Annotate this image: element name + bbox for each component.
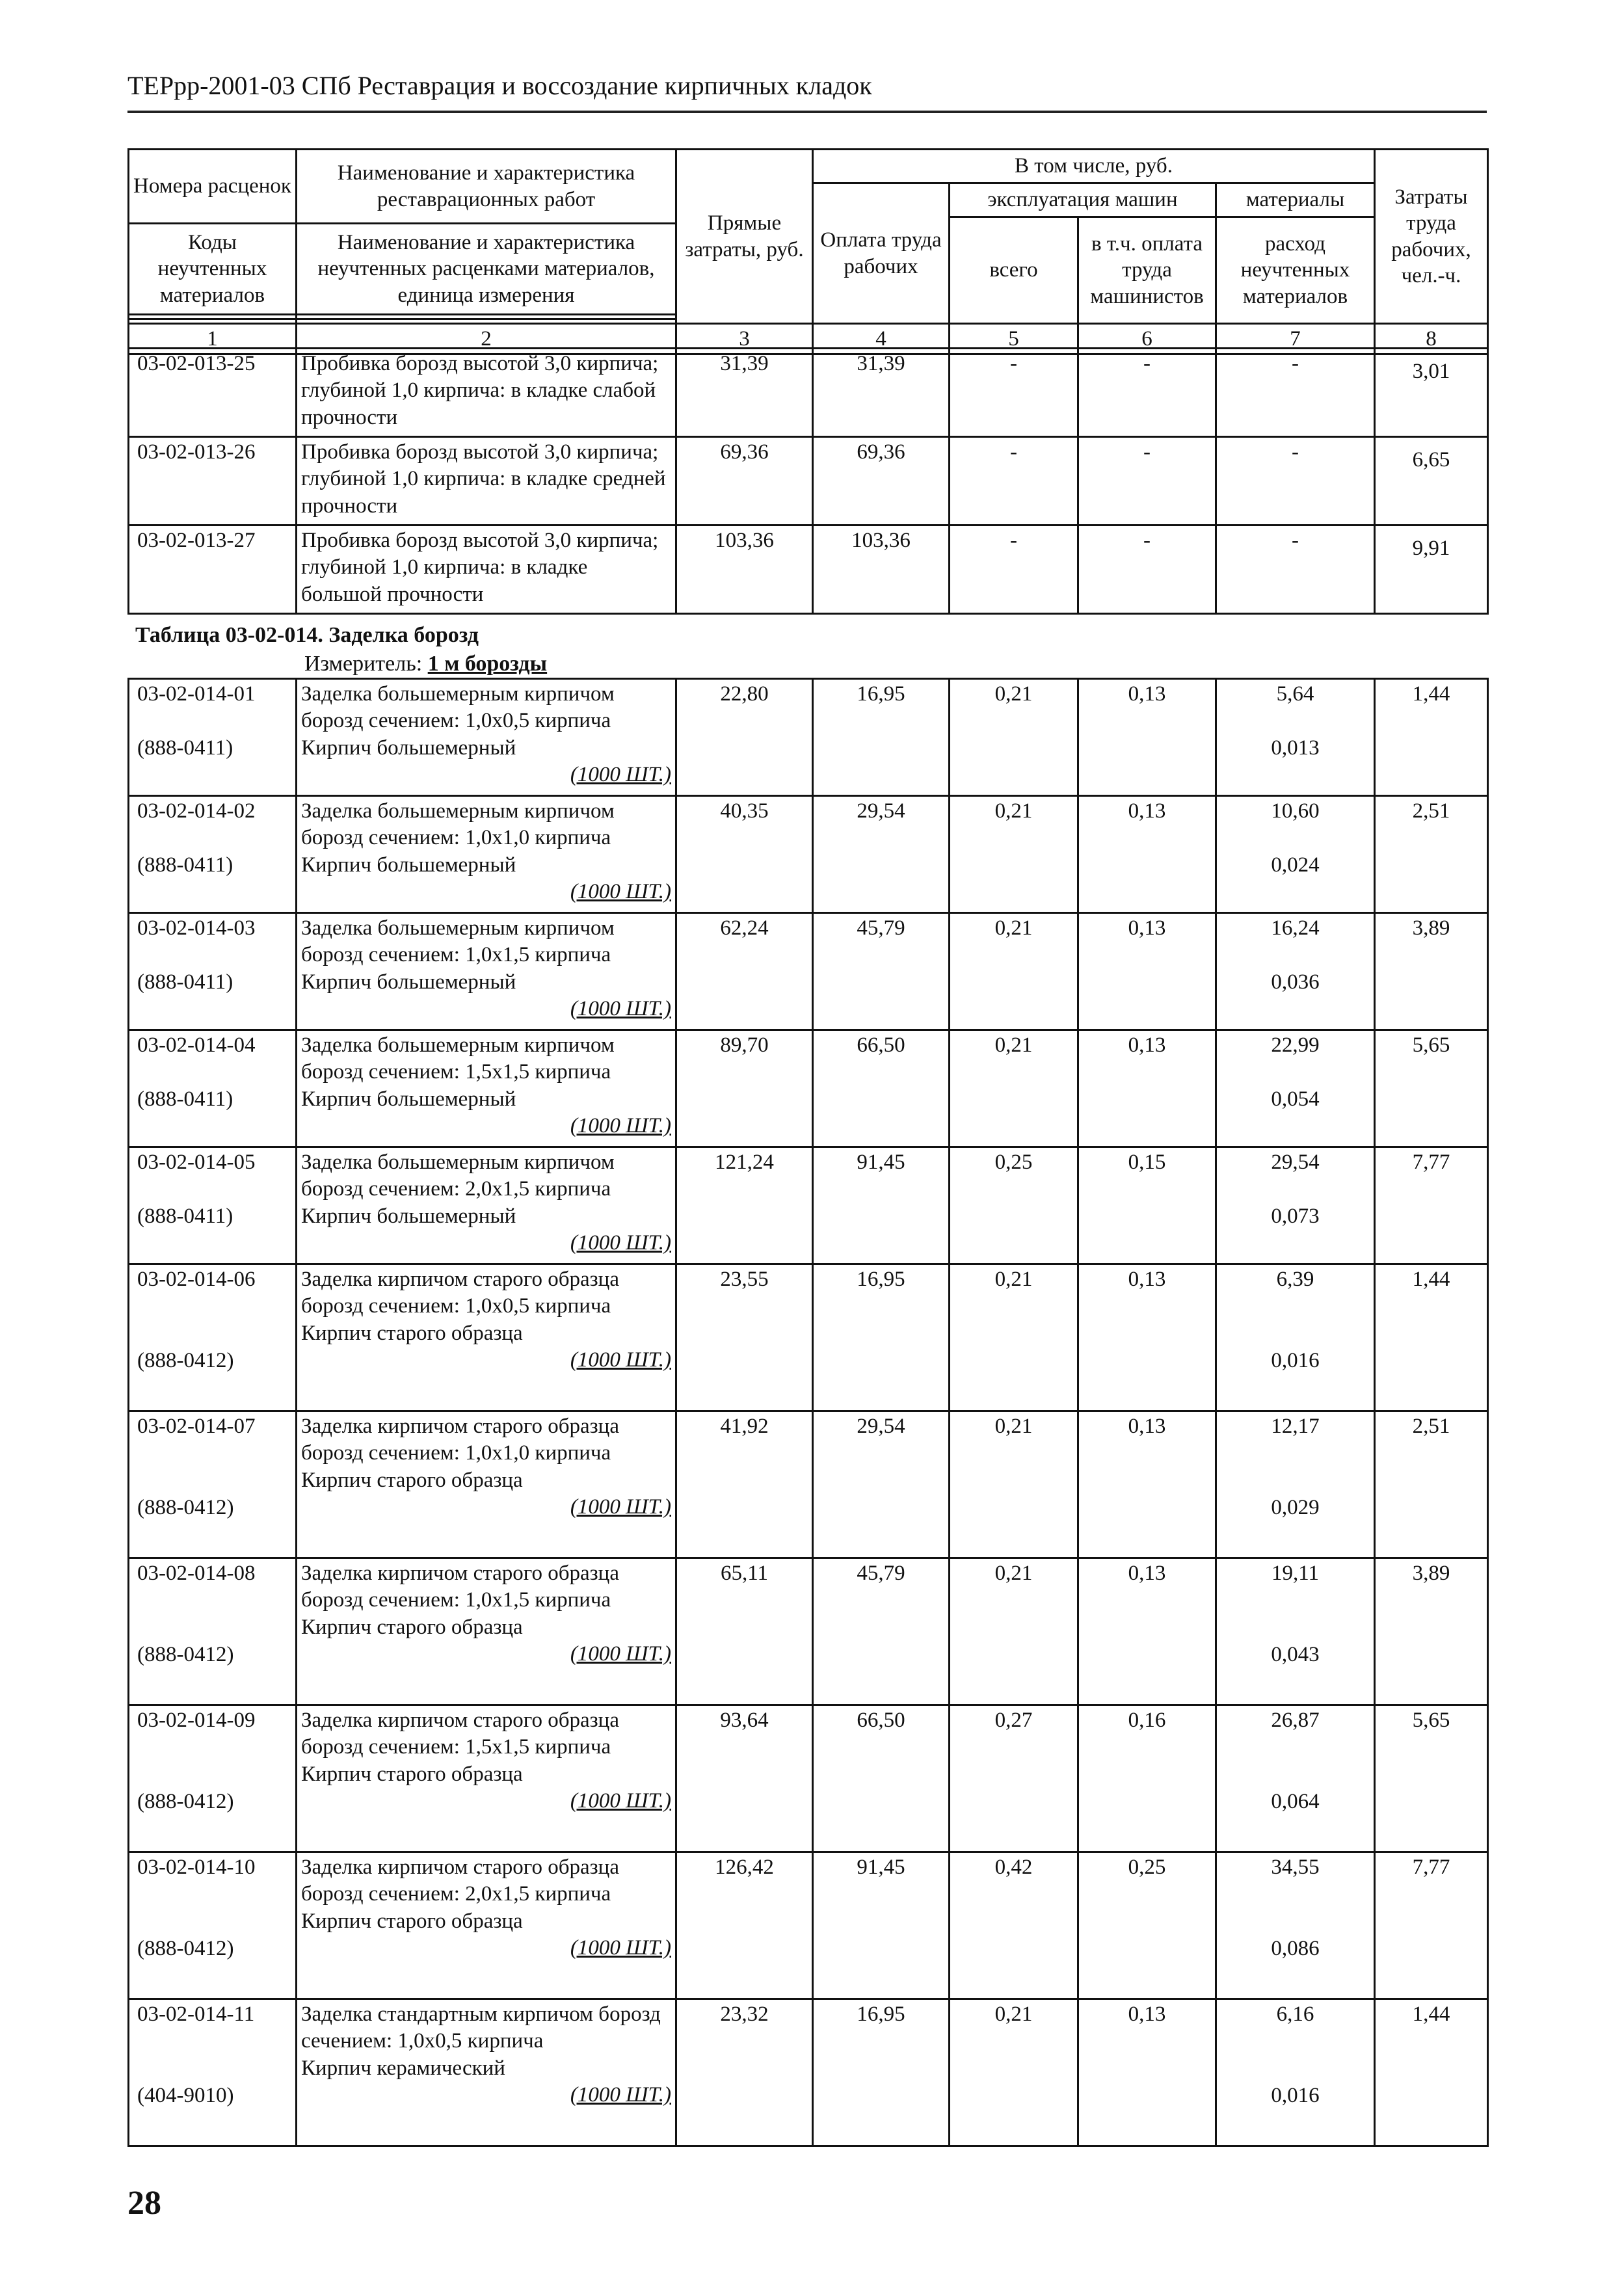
code-cell — [129, 1999, 297, 2146]
rate-code: 03-02-013-25 — [129, 349, 297, 437]
labor-costs: 9,91 — [1375, 525, 1488, 614]
direct-costs: 41,92 — [676, 1411, 813, 1558]
code-spacer — [137, 1734, 291, 1789]
materials-spacer — [1221, 942, 1370, 969]
worker-pay: 16,95 — [813, 1264, 950, 1411]
materials-cost: 10,60 — [1271, 799, 1320, 823]
materials-cost: 19,11 — [1271, 1562, 1320, 1585]
material-code: (888-0411) — [137, 970, 233, 994]
materials-cell — [1216, 1147, 1375, 1264]
head-machinist-pay: в т.ч. оплата труда машинистов — [1078, 217, 1216, 324]
table-row — [129, 437, 1488, 525]
materials-cell — [1216, 1999, 1375, 2146]
code-cell — [129, 1852, 297, 1999]
table-row — [129, 349, 1488, 437]
materials-spacer — [1221, 1293, 1370, 1348]
machines-total: 0,25 — [950, 1147, 1078, 1264]
material-name: Кирпич большемерный — [301, 1087, 516, 1111]
materials-cell — [1216, 679, 1375, 796]
direct-costs: 40,35 — [676, 796, 813, 913]
direct-costs: 89,70 — [676, 1030, 813, 1147]
rate-code: 03-02-014-03 — [137, 916, 256, 940]
name-cell — [297, 1705, 676, 1852]
code-cell — [129, 1147, 297, 1264]
materials-cell — [1216, 1411, 1375, 1558]
labor-costs: 1,44 — [1375, 1264, 1488, 1411]
materials: - — [1216, 525, 1375, 614]
table-row — [129, 1705, 1488, 1852]
code-spacer — [137, 1293, 291, 1348]
measure-prefix: Измеритель: — [304, 652, 428, 676]
material-unit: (1000 ШТ.) — [570, 2082, 671, 2107]
material-unit: (1000 ШТ.) — [570, 1935, 671, 1960]
name-cell — [297, 1558, 676, 1705]
machinist-pay: - — [1078, 349, 1216, 437]
table-row — [129, 1852, 1488, 1999]
work-name: Заделка большемерным кирпичом борозд сечением: 1,0х1,5 кирпича — [301, 916, 615, 967]
head-material-code: Коды неучтенных материалов — [129, 224, 297, 315]
material-quantity: 0,086 — [1271, 1937, 1320, 1961]
materials-spacer — [1221, 708, 1370, 735]
code-cell — [129, 1558, 297, 1705]
machines-total: 0,21 — [950, 1999, 1078, 2146]
head-materials: материалы — [1216, 183, 1375, 217]
rate-code: 03-02-014-07 — [137, 1415, 256, 1438]
material-quantity: 0,013 — [1271, 736, 1320, 760]
materials-cost: 5,64 — [1276, 682, 1314, 706]
materials-cost: 29,54 — [1271, 1151, 1320, 1174]
materials-cost: 12,17 — [1271, 1415, 1320, 1438]
col-num-1: 1 — [129, 324, 297, 354]
material-code: (888-0411) — [137, 736, 233, 760]
code-cell — [129, 1411, 297, 1558]
code-cell — [129, 796, 297, 913]
col-num-6: 6 — [1078, 324, 1216, 354]
machines-total: 0,21 — [950, 1411, 1078, 1558]
material-name: Кирпич большемерный — [301, 1204, 516, 1228]
machinist-pay: 0,15 — [1078, 1147, 1216, 1264]
head-machines: эксплуатация машин — [950, 183, 1216, 217]
code-spacer — [137, 708, 291, 735]
material-quantity: 0,016 — [1271, 1349, 1320, 1373]
materials-cost: 16,24 — [1271, 916, 1320, 940]
machinist-pay: 0,25 — [1078, 1852, 1216, 1999]
materials-cost: 22,99 — [1271, 1033, 1320, 1057]
head-material-consumption: расход неучтенных материалов — [1216, 217, 1375, 324]
labor-costs: 3,89 — [1375, 913, 1488, 1030]
labor-costs: 1,44 — [1375, 679, 1488, 796]
material-unit: (1000 ШТ.) — [570, 1642, 671, 1666]
worker-pay: 29,54 — [813, 1411, 950, 1558]
rate-code: 03-02-013-26 — [129, 437, 297, 525]
rate-code: 03-02-014-11 — [137, 2002, 255, 2026]
worker-pay: 31,39 — [813, 349, 950, 437]
direct-costs: 31,39 — [676, 349, 813, 437]
materials-cost: 34,55 — [1271, 1856, 1320, 1879]
material-code: (404-9010) — [137, 2084, 234, 2108]
col-num-3: 3 — [676, 324, 813, 354]
machinist-pay: 0,13 — [1078, 913, 1216, 1030]
work-name: Заделка кирпичом старого образца борозд сечением: 1,0х1,5 кирпича — [301, 1562, 619, 1612]
machines-total: 0,21 — [950, 1558, 1078, 1705]
machines-total: 0,21 — [950, 1264, 1078, 1411]
material-name: Кирпич старого образца — [301, 1762, 523, 1786]
material-quantity: 0,073 — [1271, 1204, 1320, 1229]
material-quantity: 0,024 — [1271, 853, 1320, 877]
material-name: Кирпич большемерный — [301, 736, 516, 760]
head-direct-costs: Прямые затраты, руб. — [676, 150, 813, 324]
worker-pay: 69,36 — [813, 437, 950, 525]
table-row — [129, 1030, 1488, 1147]
machines-total: 0,27 — [950, 1705, 1078, 1852]
material-quantity: 0,064 — [1271, 1790, 1320, 1814]
worker-pay: 16,95 — [813, 679, 950, 796]
name-cell — [297, 913, 676, 1030]
worker-pay: 66,50 — [813, 1030, 950, 1147]
materials-cost: 6,39 — [1276, 1268, 1314, 1291]
material-name: Кирпич старого образца — [301, 1468, 523, 1492]
head-machines-total: всего — [950, 217, 1078, 324]
head-code-label: Номера расценок — [133, 174, 291, 198]
labor-costs: 2,51 — [1375, 1411, 1488, 1558]
material-code: (888-0412) — [137, 1937, 234, 1961]
work-name: Заделка большемерным кирпичом борозд сечением: 1,0х0,5 кирпича — [301, 682, 615, 733]
page-number: 28 — [127, 2185, 161, 2222]
table-row — [129, 679, 1488, 796]
work-name: Пробивка борозд высотой 3,0 кирпича; глубиной 1,0 кирпича: в кладке средней прочности — [297, 437, 676, 525]
direct-costs: 62,24 — [676, 913, 813, 1030]
code-cell — [129, 913, 297, 1030]
materials-cell — [1216, 1264, 1375, 1411]
machinist-pay: 0,13 — [1078, 1999, 1216, 2146]
materials-cell — [1216, 1852, 1375, 1999]
worker-pay: 91,45 — [813, 1147, 950, 1264]
rate-code: 03-02-014-06 — [137, 1268, 256, 1291]
table-03-02-013 — [127, 347, 1489, 615]
worker-pay: 16,95 — [813, 1999, 950, 2146]
machinist-pay: 0,16 — [1078, 1705, 1216, 1852]
table-row — [129, 796, 1488, 913]
material-quantity: 0,036 — [1271, 970, 1320, 994]
rate-code: 03-02-014-04 — [137, 1033, 256, 1057]
head-code-cell — [129, 150, 297, 224]
labor-costs: 3,89 — [1375, 1558, 1488, 1705]
material-quantity: 0,029 — [1271, 1496, 1320, 1520]
material-name: Кирпич керамический — [301, 2056, 505, 2080]
material-name: Кирпич старого образца — [301, 1615, 523, 1639]
direct-costs: 103,36 — [676, 525, 813, 614]
material-name: Кирпич старого образца — [301, 1321, 523, 1345]
materials: - — [1216, 349, 1375, 437]
machinist-pay: - — [1078, 525, 1216, 614]
material-name: Кирпич старого образца — [301, 1909, 523, 1933]
materials-cell — [1216, 1705, 1375, 1852]
material-code: (888-0411) — [137, 853, 233, 877]
name-cell — [297, 1852, 676, 1999]
material-unit: (1000 ШТ.) — [570, 762, 671, 786]
work-name: Заделка кирпичом старого образца борозд сечением: 1,0х0,5 кирпича — [301, 1268, 619, 1318]
material-name: Кирпич большемерный — [301, 853, 516, 877]
col-num-2: 2 — [297, 324, 676, 354]
table-caption: Таблица 03-02-014. Заделка борозд — [135, 623, 479, 647]
code-spacer — [137, 1881, 291, 1935]
material-unit: (1000 ШТ.) — [570, 996, 671, 1020]
work-name: Пробивка борозд высотой 3,0 кирпича; глубиной 1,0 кирпича: в кладке слабой прочности — [297, 349, 676, 437]
code-cell — [129, 1705, 297, 1852]
name-cell — [297, 679, 676, 796]
name-cell — [297, 1999, 676, 2146]
materials-spacer — [1221, 1881, 1370, 1935]
table-row — [129, 1999, 1488, 2146]
labor-costs: 7,77 — [1375, 1147, 1488, 1264]
materials-cell — [1216, 913, 1375, 1030]
head-worker-pay: Оплата труда рабочих — [813, 183, 950, 324]
materials-spacer — [1221, 1176, 1370, 1203]
material-unit: (1000 ШТ.) — [570, 1113, 671, 1137]
labor-costs: 5,65 — [1375, 1030, 1488, 1147]
materials-spacer — [1221, 1734, 1370, 1789]
header-rule — [127, 111, 1487, 113]
table-header — [127, 148, 1489, 355]
name-cell — [297, 1411, 676, 1558]
material-quantity: 0,054 — [1271, 1087, 1320, 1111]
machinist-pay: 0,13 — [1078, 1411, 1216, 1558]
labor-costs: 2,51 — [1375, 796, 1488, 913]
table-row — [129, 525, 1488, 614]
work-name: Пробивка борозд высотой 3,0 кирпича; глубиной 1,0 кирпича: в кладке большой прочности — [297, 525, 676, 614]
labor-costs: 1,44 — [1375, 1999, 1488, 2146]
machines-total: 0,21 — [950, 913, 1078, 1030]
machines-total: - — [950, 525, 1078, 614]
machines-total: 0,21 — [950, 679, 1078, 796]
table-row — [129, 1558, 1488, 1705]
materials-cell — [1216, 1558, 1375, 1705]
code-spacer — [137, 1440, 291, 1495]
material-code: (888-0411) — [137, 1087, 233, 1111]
material-unit: (1000 ШТ.) — [570, 879, 671, 903]
materials-spacer — [1221, 825, 1370, 852]
material-quantity: 0,016 — [1271, 2084, 1320, 2108]
rate-code: 03-02-013-27 — [129, 525, 297, 614]
code-cell — [129, 1264, 297, 1411]
table-row — [129, 913, 1488, 1030]
labor-costs: 5,65 — [1375, 1705, 1488, 1852]
labor-costs: 7,77 — [1375, 1852, 1488, 1999]
material-code: (888-0412) — [137, 1496, 234, 1520]
material-code: (888-0412) — [137, 1790, 234, 1814]
material-code: (888-0412) — [137, 1643, 234, 1667]
machinist-pay: 0,13 — [1078, 1264, 1216, 1411]
materials-spacer — [1221, 1440, 1370, 1495]
labor-costs: 3,01 — [1375, 349, 1488, 437]
worker-pay: 66,50 — [813, 1705, 950, 1852]
worker-pay: 29,54 — [813, 796, 950, 913]
materials-cell — [1216, 1030, 1375, 1147]
materials-spacer — [1221, 2028, 1370, 2082]
material-unit: (1000 ШТ.) — [570, 1495, 671, 1519]
rate-code: 03-02-014-09 — [137, 1709, 256, 1732]
direct-costs: 69,36 — [676, 437, 813, 525]
table-row — [129, 1147, 1488, 1264]
work-name: Заделка большемерным кирпичом борозд сечением: 1,5х1,5 кирпича — [301, 1033, 615, 1084]
code-spacer — [137, 2028, 291, 2082]
material-name: Кирпич большемерный — [301, 970, 516, 994]
machines-total: 0,21 — [950, 796, 1078, 913]
col-num-8: 8 — [1375, 324, 1488, 354]
head-labor: Затраты труда рабочих, чел.-ч. — [1375, 150, 1488, 324]
material-unit: (1000 ШТ.) — [570, 1789, 671, 1813]
machines-total: - — [950, 349, 1078, 437]
work-name: Заделка кирпичом старого образца борозд сечением: 2,0х1,5 кирпича — [301, 1856, 619, 1906]
direct-costs: 121,24 — [676, 1147, 813, 1264]
direct-costs: 93,64 — [676, 1705, 813, 1852]
worker-pay: 45,79 — [813, 1558, 950, 1705]
rate-code: 03-02-014-10 — [137, 1856, 256, 1879]
materials-cell — [1216, 796, 1375, 913]
rate-code: 03-02-014-02 — [137, 799, 256, 823]
machinist-pay: 0,13 — [1078, 796, 1216, 913]
name-cell — [297, 1264, 676, 1411]
head-name-label: Наименование и характеристика реставрационных работ — [337, 161, 635, 211]
code-cell — [129, 1030, 297, 1147]
machines-total: - — [950, 437, 1078, 525]
machinist-pay: 0,13 — [1078, 1030, 1216, 1147]
col-num-5: 5 — [950, 324, 1078, 354]
material-code: (888-0412) — [137, 1349, 234, 1373]
code-spacer — [137, 942, 291, 969]
head-name-cell — [297, 150, 676, 224]
name-cell — [297, 796, 676, 913]
head-material-name: Наименование и характеристика неучтенных расценками материалов, единица измерения — [297, 224, 676, 315]
machines-total: 0,42 — [950, 1852, 1078, 1999]
head-group: В том числе, руб. — [813, 150, 1375, 183]
material-code: (888-0411) — [137, 1204, 233, 1229]
work-name: Заделка большемерным кирпичом борозд сечением: 1,0х1,0 кирпича — [301, 799, 615, 850]
code-cell — [129, 679, 297, 796]
measure-value: 1 м борозды — [427, 652, 548, 676]
material-quantity: 0,043 — [1271, 1643, 1320, 1667]
direct-costs: 65,11 — [676, 1558, 813, 1705]
materials-cost: 26,87 — [1271, 1709, 1320, 1732]
materials-spacer — [1221, 1587, 1370, 1642]
document-header: ТЕРрр-2001-03 СПб Реставрация и воссоздание кирпичных кладок — [127, 71, 872, 100]
work-name: Заделка стандартным кирпичом борозд сечением: 1,0х0,5 кирпича — [301, 2002, 661, 2053]
materials: - — [1216, 437, 1375, 525]
direct-costs: 23,32 — [676, 1999, 813, 2146]
code-spacer — [137, 1059, 291, 1086]
rate-code: 03-02-014-01 — [137, 682, 256, 706]
materials-cost: 6,16 — [1276, 2002, 1314, 2026]
work-name: Заделка кирпичом старого образца борозд сечением: 1,5х1,5 кирпича — [301, 1709, 619, 1759]
code-spacer — [137, 1587, 291, 1642]
col-num-7: 7 — [1216, 324, 1375, 354]
labor-costs: 6,65 — [1375, 437, 1488, 525]
work-name: Заделка большемерным кирпичом борозд сечением: 2,0х1,5 кирпича — [301, 1151, 615, 1201]
direct-costs: 126,42 — [676, 1852, 813, 1999]
name-cell — [297, 1030, 676, 1147]
worker-pay: 103,36 — [813, 525, 950, 614]
measure-line — [304, 652, 547, 676]
table-row — [129, 1264, 1488, 1411]
rate-code: 03-02-014-05 — [137, 1151, 256, 1174]
machinist-pay: 0,13 — [1078, 1558, 1216, 1705]
worker-pay: 91,45 — [813, 1852, 950, 1999]
material-unit: (1000 ШТ.) — [570, 1348, 671, 1372]
materials-spacer — [1221, 1059, 1370, 1086]
table-03-02-014 — [127, 678, 1489, 2147]
col-num-4: 4 — [813, 324, 950, 354]
name-cell — [297, 1147, 676, 1264]
code-spacer — [137, 1176, 291, 1203]
direct-costs: 22,80 — [676, 679, 813, 796]
table-row — [129, 1411, 1488, 1558]
machinist-pay: 0,13 — [1078, 679, 1216, 796]
code-spacer — [137, 825, 291, 852]
machinist-pay: - — [1078, 437, 1216, 525]
material-unit: (1000 ШТ.) — [570, 1230, 671, 1255]
worker-pay: 45,79 — [813, 913, 950, 1030]
work-name: Заделка кирпичом старого образца борозд сечением: 1,0х1,0 кирпича — [301, 1415, 619, 1465]
direct-costs: 23,55 — [676, 1264, 813, 1411]
machines-total: 0,21 — [950, 1030, 1078, 1147]
rate-code: 03-02-014-08 — [137, 1562, 256, 1585]
